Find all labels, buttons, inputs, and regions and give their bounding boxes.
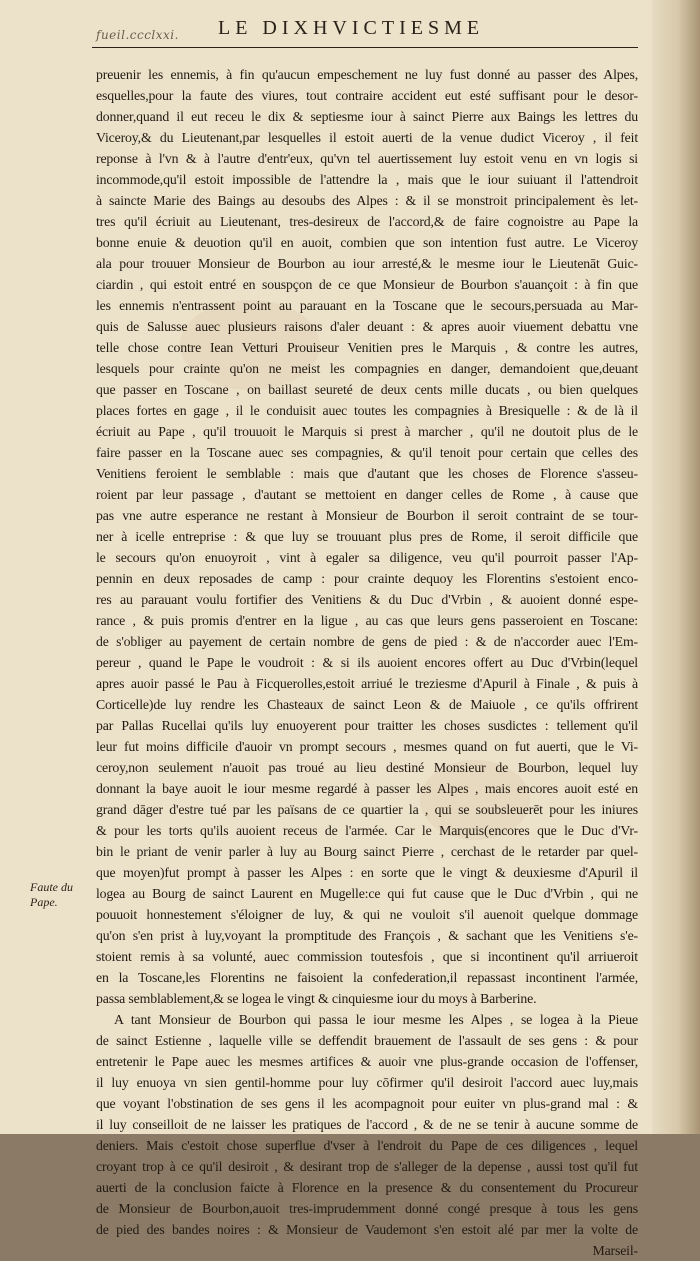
text-line: donnant la baye auoit le iour mesme regardé à passer les Alpes , mais encores auoit esté en bbox=[96, 781, 638, 796]
text-line: grand dāger d'estre tué par les païsans de ce quartier la , qui se soubsleuerēt pour les iniures bbox=[96, 802, 638, 817]
text-line: ner à icelle entreprise : & que luy se trouuant plus pres de Rome, il seroit difficile que bbox=[96, 529, 638, 544]
text-line: reponse à l'vn & à l'autre d'entr'eux, qu'vn tel auertissement luy estoit venu en vn logis si bbox=[96, 151, 638, 166]
header-rule bbox=[92, 47, 638, 48]
text-line: lesquels pour crainte qu'on ne meist les compagnies en danger, demandoient que,deuant bbox=[96, 361, 638, 376]
text-line: donner,quand il eut receu le dix & septiesme iour à sainct Pierre aux Baings les lettres du bbox=[96, 109, 638, 124]
text-line: bonne enuie & deuotion qu'il en auoit, combien que son intention fust autre. Le Viceroy bbox=[96, 235, 638, 250]
text-line: entretenir le Pape auec les mesmes artifices & auoir vne plus-grande occasion de l'offenser, bbox=[96, 1054, 638, 1069]
text-line: qu'on s'en prist à luy,voyant la promptitude des François , & sachant que les Venitiens s'e- bbox=[96, 928, 638, 943]
running-head: LE DIXHVICTIESME bbox=[218, 17, 485, 39]
text-line: preuenir les ennemis, à fin qu'aucun empeschement ne luy fust donné au passer des Alpes, bbox=[96, 67, 638, 82]
text-line: en la Toscane,les Florentins ne faisoient la confederation,il repassast incontinent l'armée, bbox=[96, 970, 638, 985]
text-line: quis de Salusse auec plusieurs raisons d'aler deuant : & apres auoir viuement debattu vne bbox=[96, 319, 638, 334]
text-line: Venitiens feroient le semblable : mais que d'autant que les choses de Florence s'asseu- bbox=[96, 466, 638, 481]
margin-note-line: Faute du bbox=[30, 880, 73, 894]
text-line: à saincte Marie des Baings au desoubs des Alpes : & il se monstroit principalement ès let- bbox=[96, 193, 638, 208]
text-line: deniers. Mais c'estoit chose superflue d'vser à l'endroit du Pape de ces diligences , lequel bbox=[96, 1138, 638, 1153]
text-line: que moyen)fut prompt à passer les Alpes : en sorte que le vingt & deuxiesme d'Apuril il bbox=[96, 865, 638, 880]
text-line: places fortes en gage , il le conduisit auec toutes les compagnies à Bresiquelle : & de là il bbox=[96, 403, 638, 418]
text-line: que passer en Toscane , on baillast seureté de deux cents mille ducats , ou bien quelques bbox=[96, 382, 638, 397]
text-line: faire passer en la Toscane auec ses compagnies, & qu'il tenoit pour certain que celles des bbox=[96, 445, 638, 460]
text-line: roient par leur passage , d'autant se mettoient en danger celles de Rome , à cause que bbox=[96, 487, 638, 502]
text-line: logea au Bourg de sainct Laurent en Mugelle:ce qui fut cause que le Duc d'Vrbin , qui ne bbox=[96, 886, 638, 901]
folio-number: fueil.ccclxxi. bbox=[96, 28, 179, 42]
text-line: & pour les torts qu'ils auoient receus de l'armée. Car le Marquis(encores que le Duc d'Vr- bbox=[96, 823, 638, 838]
text-line: ciardin , qui estoit entré en souspçon de ce que Monsieur de Bourbon s'auançoit : à fin que bbox=[96, 277, 638, 292]
text-line: A tant Monsieur de Bourbon qui passa le iour mesme les Alpes , se logea à la Pieue bbox=[114, 1012, 638, 1027]
text-line: rance , & puis promis d'entrer en la ligue , au cas que leurs gens passeroient en Toscane: bbox=[96, 613, 638, 628]
text-line: Viceroy,& du Lieutenant,par lesquelles il estoit auerti de la venue dudict Viceroy , il feit bbox=[96, 130, 638, 145]
text-line: de sainct Estienne , laquelle ville se deffendit brauement de l'assault de ses gens : & pour bbox=[96, 1033, 638, 1048]
text-line: ceroy,non seulement n'auoit pas troué au lieu destiné Monsieur de Bourbon, lequel luy bbox=[96, 760, 638, 775]
text-line: écriuit au Pape , qu'il trouuoit le Marquis si prest à marcher , qu'il ne doutoit plus de le bbox=[96, 424, 638, 439]
text-line: telle chose contre Iean Vetturi Prouiseur Venitien pres le Marquis , & contre les autres, bbox=[96, 340, 638, 355]
text-line: pas vne autre esperance ne restant à Monsieur de Bourbon il seroit contraint de se tour- bbox=[96, 508, 638, 523]
margin-note-line: Pape. bbox=[30, 895, 58, 909]
text-line: pereur , quand le Pape le voudroit : & si ils auoient encores offert au Duc d'Vrbin(lequel bbox=[96, 655, 638, 670]
text-line: leur fut moins difficile d'auoir vn prompt secours , mesmes quand on fut auerti, que le Vi- bbox=[96, 739, 638, 754]
text-line: il luy enuoya vn sien gentil-homme pour luy cōfirmer qu'il desiroit l'accord auec luy,mais bbox=[96, 1075, 638, 1090]
text-line: croyant trop à ce qu'il desiroit , & desirant trop de s'alleger de la depense , aussi tost qu'il fut bbox=[96, 1159, 638, 1174]
body-text bbox=[96, 64, 638, 1261]
text-line: incommode,qu'il estoit impossible de l'attendre la , mais que le iour suiuant il l'attendroit bbox=[96, 172, 638, 187]
text-line: il luy conseilloit de ne laisser les pratiques de l'accord , & de ne se tenir à aucune somme de bbox=[96, 1117, 638, 1132]
text-line: stoient remis à sa volunté, auec commission toutesfois , que si incontinent qu'il arriueroit bbox=[96, 949, 638, 964]
text-line: que voyant l'obstination de ses gens il les acompagnoit pour euiter vn plus-grand mal : & bbox=[96, 1096, 638, 1111]
text-line: les ennemis n'entrassent point au parauant en la Toscane que le secours,persuada au Mar- bbox=[96, 298, 638, 313]
text-line: de s'obliger au payement de certain nombre de gens de pied : & de n'accorder auec l'Em- bbox=[96, 634, 638, 649]
page-header bbox=[88, 14, 648, 48]
text-line: ala pour trouuer Monsieur de Bourbon au iour arresté,& le mesme iour le Lieutenāt Guic- bbox=[96, 256, 638, 271]
page-gutter-shadow bbox=[652, 0, 700, 1134]
text-line: res au parauant voulu fortifier des Venitiens & du Duc d'Vrbin , & auoient donné espe- bbox=[96, 592, 638, 607]
text-line: le secours qu'on enuoyroit , vint à egaler sa diligence, veu qu'il pourroit passer l'Ap- bbox=[96, 550, 638, 565]
text-line: pouuoit honnestement s'éloigner de luy, & qui ne vouloit s'il auenoit quelque dommage bbox=[96, 907, 638, 922]
margin-note bbox=[30, 880, 90, 910]
text-line: tres qu'il écriuit au Lieutenant, tres-desireux de l'accord,& de faire cognoistre au Pape la bbox=[96, 214, 638, 229]
text-line: passa semblablement,& se logea le vingt & cinquiesme iour du moys à Barberine. bbox=[96, 991, 537, 1006]
text-line: Corticelle)de luy rendre les Chasteaux de sainct Leon & de Maiuole , ce qu'ils offrirent bbox=[96, 697, 638, 712]
text-line: pennin en deux reposades de camp : pour crainte dequoy les Florentins s'estoient enco- bbox=[96, 571, 638, 586]
catchword: Marseil- bbox=[592, 1243, 638, 1258]
text-line: auerti de la conclusion faicte à Florence en la presence & du consentement du Procureur bbox=[96, 1180, 638, 1195]
text-line: bin le priant de venir parler à luy au Bourg sainct Pierre , cerchast de le retarder par quel- bbox=[96, 844, 638, 859]
text-line: de Monsieur de Bourbon,auoit tres-imprudemment donné congé presque à tous les gens bbox=[96, 1201, 638, 1216]
text-line: esquelles,pour la faute des viures, tout contraire accident eut esté suffisant pour le desor- bbox=[96, 88, 638, 103]
text-line: par Pallas Rucellai qu'ils luy enuoyerent pour traitter les choses susdictes : tellement qu'il bbox=[96, 718, 638, 733]
text-line: de pied des bandes noires : & Monsieur de Vaudemont s'en estoit alé par mer la volte de bbox=[96, 1222, 638, 1237]
text-line: apres auoir passé le Pau à Ficquerolles,estoit arriué le treziesme d'Apuril à Finale , & puis à bbox=[96, 676, 638, 691]
